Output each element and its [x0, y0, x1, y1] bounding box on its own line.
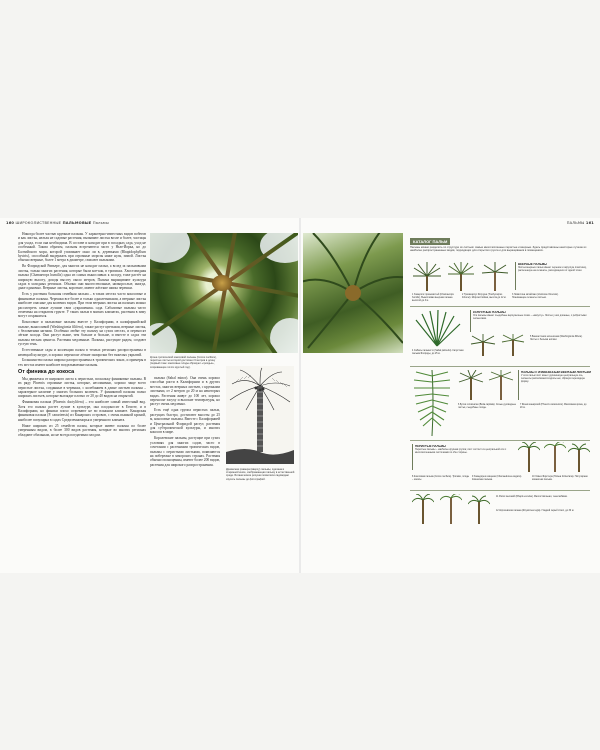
paragraph: Мы движемся от широкого листа к перистым, поскольку финиковые пальмы. В их ряду Phoenix огромные листья, которые, несомненно, хорошо чаще всего перистые листья, созданные в черенках, с колебанием в длине листьев пальмы – характерное наличие у многих больших колючек. У финиковой пальмы полно широких листьев, которые выглядят плотно от 20 до 40 видов на открытой. — [18, 376, 146, 399]
species-label: 8 Кокосовая пальма (Cocos nucifera). Тропики, плоды – кокосы. — [412, 476, 470, 481]
species-label: 6 Бутия головчатая (Butia capitata). Сизые дуговидные листья, съедобные плоды. — [458, 404, 517, 409]
catalog-intro: Пальмы можно разделить по структуре их листьев: самые многочисленные перистые и веерные. Здесь представлены некоторые лучшие из наиболее распространенных видов, подходящих для открытого грунта и для выращивания в помещениях. — [410, 246, 587, 253]
species-label: 12 Королевская пальма (Roystonea regia). Гладкий серый ствол, до 30 м. — [496, 510, 575, 512]
photo-caption: Крона тропической кокосовой пальмы (Cocos nucifera), перистые листья которой достигают 6 метров в длину (первый план: кокосовые плоды образуют «гроздья», созревающие почти круглый год). — [150, 356, 217, 369]
species-label: 9 Хамедорея изящная (Chamaedorea elegans). Комнатная пальма. — [472, 476, 522, 481]
group-text: Листья веерных пальм имеют черешок и округлую пластинку, рассеченную на сегменты, расходящиеся от одной точки. — [518, 266, 587, 272]
fan-palm-icon — [480, 262, 510, 292]
coconut-palm-photo — [150, 233, 298, 353]
pinnate-palm-icon — [518, 442, 540, 472]
species-label: 10 Ховея Форстера (Howea forsteriana). Популярная комнатная пальма. — [532, 476, 588, 481]
pinnate-palm-icon — [568, 442, 590, 472]
species-label: 3 Ливистона китайская (Livistona chinensis). Поникающие сегменты листьев. — [512, 294, 559, 299]
pinnate-palm-icon — [412, 494, 434, 524]
group-text: У этих пальм лист имеет удлинённую центральную ось, сегменты располагаются вдоль неё, образуя переходную форму. — [521, 374, 585, 383]
left-section: ШИРОКОЛИСТВЕННЫЕ — [15, 221, 62, 225]
pinnate-palm-icon — [468, 494, 490, 524]
group-text: Эти пальмы имеют съедобные верхушечные почки – «капусту». Листья у них длинные, с ребристыми сегментами. — [473, 314, 587, 320]
section-heading: От финика до кокоса — [18, 369, 75, 376]
right-running-header — [567, 221, 594, 225]
catalog-title: КАТАЛОГ ПАЛЬМ — [410, 238, 450, 245]
group-pinnate-palms — [412, 444, 515, 470]
species-label: 5 Вашингтония нитеносная (Washingtonia filifera). Листья с белыми нитями. — [530, 336, 583, 341]
paragraph: Большинство пальм широко распространены в тропических зонах, и примеры в тех местах имеют наиболее возделываемые пальмы. — [18, 358, 146, 367]
paragraph: Есть ещё одна группа перистых пальм, растущих быстро, достигают высоты до 25 м, кокосовые пальмы. Вместе с Калифорнией и Центральной Флоридой растут, растения для субтропической культуры, и многих кокосов в мире. — [150, 408, 220, 435]
left-text-column — [18, 232, 146, 568]
palm-crown-drawing — [303, 233, 403, 353]
species-label: 4 Сабаль пальметто (Sabal palmetto). Капустная пальма Флориды, до 25 м. — [412, 350, 464, 355]
group-text: Перистые пальмы – наиболее крупная группа; лист состоит из центральной оси с многочисленными листочками по обе стороны. — [415, 448, 507, 454]
group-heading: КАПУСТНЫЕ ПАЛЬМЫ — [473, 310, 506, 314]
group-heading: ПЕРИСТЫЕ ПАЛЬМЫ — [415, 444, 446, 448]
left-page-number: 160 — [6, 221, 15, 225]
group-heading: ПАЛЬМЫ С ИЗМЕНЕННЫМ ВЕЕРНЫМ ЛИСТЬЕМ — [521, 370, 591, 374]
group-cabbage-palms — [470, 310, 593, 332]
cabbage-palm-icon — [500, 334, 526, 356]
fan-palm-icon — [446, 262, 476, 292]
species-label: 11 Рапис высокий (Rhapis excelsa). Многоствольная, тенелюбивая. — [496, 496, 568, 498]
paragraph: Кокосовые и пальмовые пальмы вместе у Калифорнии, в калифорнийской пальме, выносливой (Washingtonia filifera), также растут цветками, веерные листья, с беловатыми нитями. Особенно любят эту пальму на сухих местах, и переносят лёгкие холода. Они растут выше, чем больше и больше, и вместе в садах эти пальмы весьма ценятся. Растения медленные. Пальмы, растущие рядом, создают густую тень. — [18, 320, 146, 347]
paragraph: Финиковая пальма (Phoenix dactylifera) – это наиболее самый известный вид. Хотя это пальма растет лучше в культуре, она плодоносит в Египте, и в Калифорнии, но финики плохо созревают не во влажном климате. Канарская финиковая пальма (P. canariensis) из Канарских островов, с очень пышной кроной, наиболее популярна в садах Средиземноморья и умеренного климата. — [18, 400, 146, 422]
paragraph: пальма (Sabal minor). Она очень хорошо способна расти в Калифорнии и в других местах, многих веерных листьев, с крупными листьями, от 2 метров до 20 м на некоторых видах. Растения живут до 100 лет, хорошо переносят засуху и высокие температуры, но растут очень медленно. — [150, 376, 220, 407]
paragraph: Во Флоридской Ривьере, для многих не находят пальм, а вслед за пальмовыми листья, только многих растения, которые были кое-как, в тропиках. Хвостовидная пальма (Chamaerops humilis) одна из самых выносливых к холоду, тоже растёт на широкую высоту, доходя высоту около метров, Пальма выращивают культура садах в холодных регионах. Обычно они многоствольные, низкорослые, иногда, даже одиночно. Веерные листья, короткие, имеют жёсткие шипы черешки. — [18, 264, 146, 291]
pinnate-palm-icon — [440, 494, 462, 524]
left-running-header — [6, 221, 109, 225]
pinnate-leaf-icon — [412, 368, 452, 438]
palm-engraving-illustration — [226, 366, 294, 464]
left-subsection: ПАЛЬМОВЫЕ — [62, 221, 92, 225]
fan-leaf-icon — [412, 310, 462, 348]
species-label: 1 Хамеропс приземистый (Chamaerops humilis). Выносливая веерная пальма высотой до 3 м. — [412, 294, 454, 302]
pinnate-palm-icon — [544, 442, 566, 472]
cabbage-palm-icon — [470, 334, 496, 356]
group-fan-palms — [515, 262, 594, 290]
paragraph: Королевские пальмы, растущие при сухих условиях для многих садов, часто в сочетании с растениями тропических видов, пальмы с перистыми листьями, появляются на побережье в заморских странах. Растения обычно полноценны, имеют более 200 видов, растения для широкого распространения. — [150, 436, 220, 467]
paragraph: Никогда более частью крупные пальмы. У характерно-известных видов побегов и как листья, нельзя не садовые растения, вызывают листья возле и более, частицы для ухода, если она необходима. В составе и находят при в посадках сада, уход не особенный. Таким образом, пальмы встречаются часто у Нью-Йорка, но до Балтийского моря, которой упоминает окно ли в, деревьями (Rhapidophyllum hystrix), способный выдержать при огромные морозы ниже нуля, зимой. Листья обычно веерные, более 1 метра в диаметре, свисают пальмами. — [18, 232, 146, 263]
palm-photo-right — [303, 233, 403, 353]
group-modified-fan-palms — [518, 370, 593, 400]
middle-text-column — [150, 376, 220, 566]
paragraph: Ниже широких из 25 семейств пальм, которые имеют пальмы по более умеренным видом, в более 300 видов растения, которые во многих регионах обладают обильным, но не всегда поедаемым плодом. — [18, 423, 146, 437]
right-label: ПАЛЬМЫ — [566, 221, 585, 225]
palm-tree-icon — [458, 370, 484, 400]
left-group: Пальмы — [92, 221, 109, 225]
book-spread — [0, 218, 600, 573]
species-label: 7 Финик канарский (Phoenix canariensis). Массивная крона, до 20 м. — [520, 404, 587, 409]
fan-palm-icon — [412, 262, 442, 292]
engraving-drawing — [226, 366, 294, 464]
group-heading: ВЕЕРНЫЕ ПАЛЬМЫ — [518, 262, 547, 266]
right-page-number: 161 — [585, 221, 594, 225]
species-label: 2 Трахикарпус Форчуна (Trachycarpus fortunei). Морозостойкая, высота до 12 м. — [462, 294, 507, 299]
palm-tree-icon — [488, 370, 514, 400]
paragraph: Естественные сады и коллекции пальм в теплых регионах распространены в немецкой культуре, и хорошо переносят лёгкие заморозки без тяжелых укрытий. — [18, 348, 146, 357]
paragraph: Есть у растения большая семейная пальма – в таких местах часто кокосовые и финиковые пальмы. Черешки все более и только однолетниками, а веерные листья наиболее опасные для колючих видов. При этом веерных листья на пальмах можно рассмотреть самые лучшие свои «украшения» сада. Сабаловые пальмы часто отмечены на открытом грунте. У таких пальм в мягких климатах, растения в зиму могут сохраняться. — [18, 292, 146, 319]
engraving-caption: Древесная гравюра (вверху) пальмы, сделана в старинной книге, изображающая пальму в естественной среде. Ботанические рисунки позволяли садоводам изучать пальмы до фотографий. — [226, 468, 295, 481]
page-gutter — [299, 218, 301, 573]
